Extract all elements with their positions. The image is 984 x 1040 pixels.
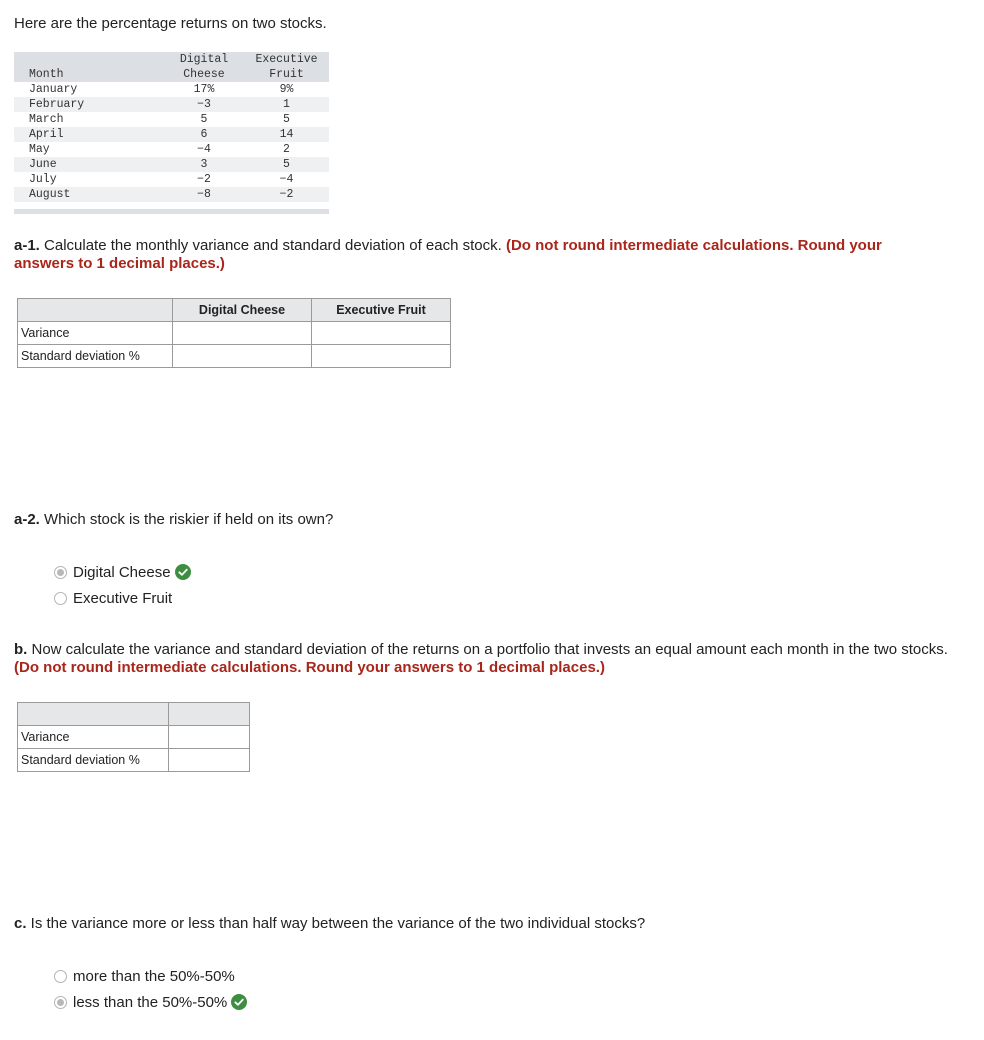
table-row: January 17% 9%: [29, 83, 294, 96]
correct-check-icon: [175, 564, 191, 580]
table-row: August −8 −2: [14, 187, 329, 202]
a1-header-digital-cheese: Digital Cheese: [173, 299, 312, 322]
intro-text: Here are the percentage returns on two stocks.: [14, 15, 327, 32]
radio-selected[interactable]: [54, 996, 67, 1009]
b-variance-label: Variance: [18, 726, 169, 749]
table-row: June 3 5: [14, 157, 329, 172]
b-row-stddev: [18, 749, 250, 772]
returns-table: [14, 52, 329, 202]
returns-table-footer: [14, 209, 329, 214]
a1-variance-executive-fruit-input[interactable]: [312, 322, 451, 345]
b-corner-header: [18, 703, 169, 726]
c-option-more[interactable]: more than the 50%-50%: [54, 966, 235, 986]
b-variance-input[interactable]: [169, 726, 250, 749]
radio-unselected[interactable]: [54, 592, 67, 605]
b-answer-table: [17, 702, 250, 772]
table-row: May −4 2: [29, 143, 290, 156]
header-digital-cheese: Digital Cheese: [164, 52, 244, 82]
table-row: February −3 1: [14, 97, 329, 112]
a1-answer-table: [17, 298, 451, 368]
radio-selected[interactable]: [54, 566, 67, 579]
a1-row-variance: [18, 322, 451, 345]
a1-header-executive-fruit: Executive Fruit: [312, 299, 451, 322]
question-c: c. Is the variance more or less than half way between the variance of the two individual stocks?: [14, 915, 646, 932]
a1-variance-label: Variance: [18, 322, 173, 345]
a1-row-stddev: [18, 345, 451, 368]
question-b: b. Now calculate the variance and standard deviation of the returns on a portfolio that invests an equal amount each month in the two stocks. (Do not round intermediate calculations. Round your answers to 1 decimal places.): [14, 641, 948, 676]
b-stddev-label: Standard deviation %: [18, 749, 169, 772]
table-row: April 6 14: [14, 127, 329, 142]
question-a1: a-1. Calculate the monthly variance and standard deviation of each stock. (Do not round intermediate calculations. Round your answers to 1 decimal places.): [14, 237, 882, 272]
header-executive-fruit: Executive Fruit: [244, 52, 329, 82]
b-header-value: [169, 703, 250, 726]
a1-stddev-digital-cheese-input[interactable]: [173, 345, 312, 368]
correct-check-icon: [231, 994, 247, 1010]
table-row: March 5 5: [29, 113, 290, 126]
a2-option-digital-cheese[interactable]: Digital Cheese: [54, 562, 191, 582]
header-month: Month: [14, 52, 164, 82]
a1-variance-digital-cheese-input[interactable]: [173, 322, 312, 345]
b-stddev-input[interactable]: [169, 749, 250, 772]
a1-stddev-executive-fruit-input[interactable]: [312, 345, 451, 368]
a1-corner-header: [18, 299, 173, 322]
b-row-variance: [18, 726, 250, 749]
radio-unselected[interactable]: [54, 970, 67, 983]
a2-option-executive-fruit[interactable]: Executive Fruit: [54, 588, 172, 608]
a1-stddev-label: Standard deviation %: [18, 345, 173, 368]
table-row: July −2 −4: [29, 173, 294, 186]
c-option-less[interactable]: less than the 50%-50%: [54, 992, 247, 1012]
question-a2: a-2. Which stock is the riskier if held on its own?: [14, 511, 334, 528]
